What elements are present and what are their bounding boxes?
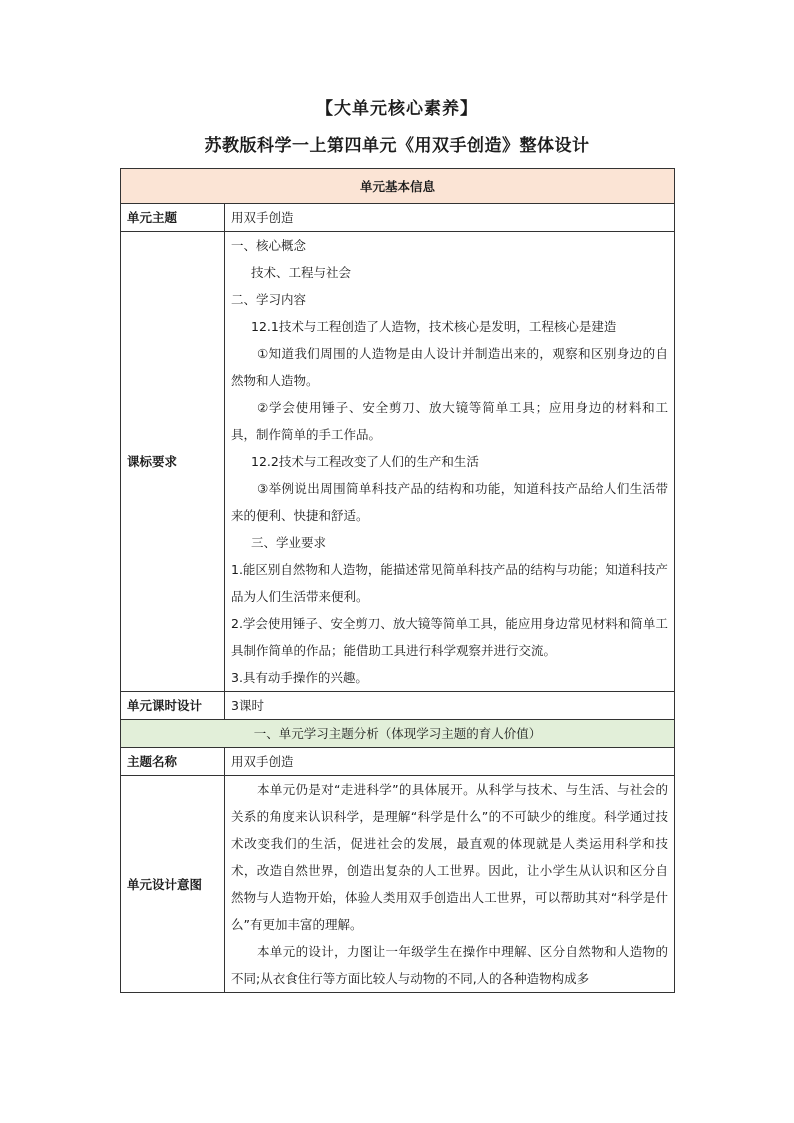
curriculum-label: 课标要求	[121, 232, 225, 692]
theme-name-value: 用双手创造	[225, 748, 675, 776]
intent-paragraph: 本单元的设计，力图让一年级学生在操作中理解、区分自然物和人造物的不同;从衣食住行等方面比较人与动物的不同,人的各种造物构成多	[231, 944, 669, 986]
doc-title: 苏教版科学一上第四单元《用双手创造》整体设计	[204, 136, 590, 156]
unit-info-table	[120, 168, 675, 993]
table-row	[121, 232, 675, 692]
section-theme-analysis-title: 一、单元学习主题分析（体现学习主题的育人价值）	[121, 720, 675, 748]
section-header-row	[121, 720, 675, 748]
table-row	[121, 748, 675, 776]
intent-paragraph: 本单元仍是对“走进科学”的具体展开。从科学与技术、与生活、与社会的关系的角度来认识科学，是理解“科学是什么”的不可缺少的维度。科学通过技术改变我们的生活，促进社会的发展，最直观的体现就是人类运用科学和技术，改造自然世界，创造出复杂的人工世界。因此，让小学生从认识和区分自然物与人造物开始，体验人类用双手创造出人工世界，可以帮助其对“科学是什么”有更加丰富的理解。	[231, 782, 669, 932]
table-row	[121, 204, 675, 232]
curriculum-line: 12.1技术与工程创造了人造物，技术核心是发明，工程核心是建造	[251, 319, 617, 334]
curriculum-line: 三、学业要求	[251, 535, 327, 550]
unit-theme-label: 单元主题	[121, 204, 225, 232]
section-basic-info-title: 单元基本信息	[121, 169, 675, 204]
intent-content	[225, 776, 675, 993]
curriculum-line: ②学会使用锤子、安全剪刀、放大镜等简单工具；应用身边的材料和工具，制作简单的手工作品。	[231, 400, 669, 442]
curriculum-line: ①知道我们周围的人造物是由人设计并制造出来的，观察和区别身边的自然物和人造物。	[231, 346, 669, 388]
period-value: 3课时	[225, 692, 675, 720]
unit-theme-value: 用双手创造	[225, 204, 675, 232]
curriculum-line: 技术、工程与社会	[251, 265, 352, 280]
curriculum-line: 二、学习内容	[231, 292, 307, 307]
theme-name-label: 主题名称	[121, 748, 225, 776]
curriculum-content	[225, 232, 675, 692]
table-row	[121, 692, 675, 720]
curriculum-line: 3.具有动手操作的兴趣。	[231, 670, 368, 685]
doc-heading: 【大单元核心素养】	[316, 99, 478, 119]
curriculum-line: 12.2技术与工程改变了人们的生产和生活	[251, 454, 479, 469]
curriculum-line: ③举例说出周围简单科技产品的结构和功能，知道科技产品给人们生活带来的便利、快捷和舒适。	[231, 481, 669, 523]
section-header-row	[121, 169, 675, 204]
curriculum-line: 2.学会使用锤子、安全剪刀、放大镜等简单工具，能应用身边常见材料和简单工具制作简单的作品；能借助工具进行科学观察并进行交流。	[231, 616, 668, 658]
table-row	[121, 776, 675, 993]
curriculum-line: 一、核心概念	[231, 238, 307, 253]
period-label: 单元课时设计	[121, 692, 225, 720]
intent-label: 单元设计意图	[121, 776, 225, 993]
curriculum-line: 1.能区别自然物和人造物，能描述常见简单科技产品的结构与功能；知道科技产品为人们生活带来便利。	[231, 562, 668, 604]
